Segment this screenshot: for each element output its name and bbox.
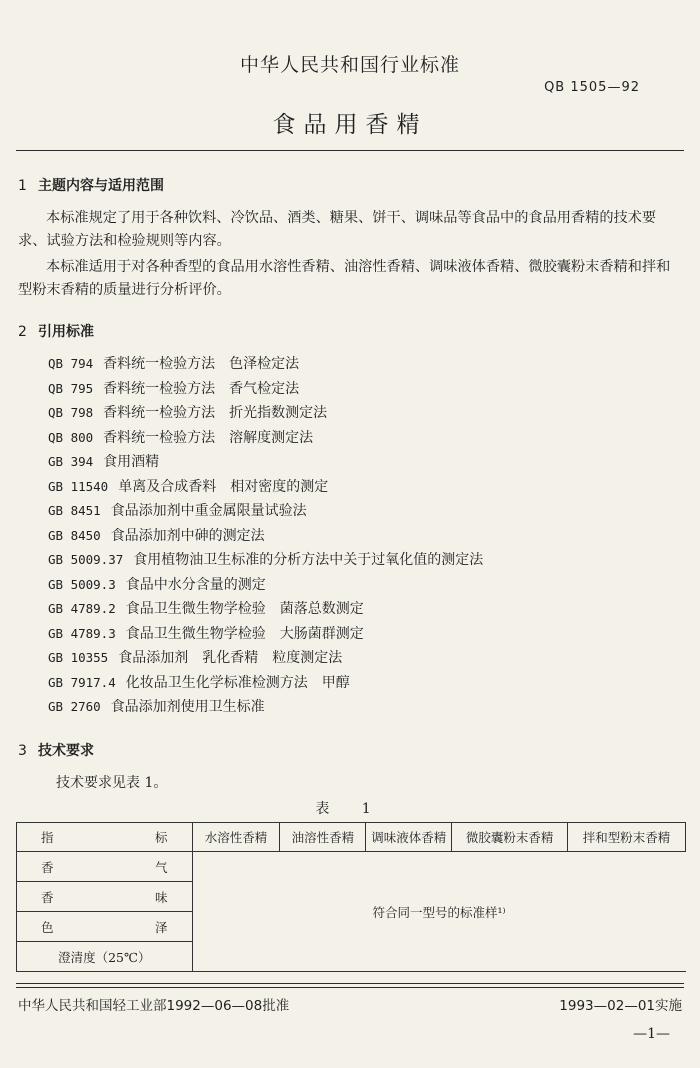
section-1-title: 主题内容与适用范围 [38, 178, 164, 194]
issuing-org: 中华人民共和国行业标准 [239, 54, 460, 76]
effective-date: 1993—02—01实施 [559, 998, 682, 1014]
reference-item [48, 597, 483, 622]
reference-item [48, 450, 483, 475]
section-2-title: 引用标准 [38, 324, 94, 340]
reference-item [48, 548, 483, 573]
section-3-heading [18, 740, 94, 760]
reference-item [48, 499, 483, 524]
reference-code: GB 394 [48, 454, 94, 469]
table-row [17, 852, 686, 882]
reference-title: 香料统一检验方法 色泽检定法 [103, 356, 300, 372]
indicator-cell [17, 852, 193, 882]
section-1-number: 1 [18, 178, 27, 194]
section-3-text: 技术要求见表 1。 [56, 775, 168, 791]
table-header-row [17, 823, 686, 852]
indicator-char-2: 味 [155, 889, 168, 905]
reference-code: GB 4789.2 [48, 601, 116, 616]
reference-title: 食品添加剂中砷的测定法 [110, 527, 265, 544]
reference-code: GB 5009.3 [48, 576, 116, 592]
table-caption: 表 1 [315, 801, 385, 817]
header-indicator-cell [17, 823, 193, 852]
indicator-char-1: 香 [41, 859, 54, 875]
header-column: 水溶性香精 [192, 823, 280, 852]
header-column: 拌和型粉末香精 [568, 823, 686, 852]
reference-title: 食品添加剂 乳化香精 粒度测定法 [118, 650, 343, 666]
section-2-heading [18, 321, 94, 341]
reference-code: GB 11540 [48, 478, 109, 494]
header-rule [16, 150, 684, 151]
reference-item [48, 352, 483, 377]
reference-title: 单离及合成香料 相对密度的测定 [118, 478, 329, 495]
reference-title: 食品中水分含量的测定 [125, 576, 266, 593]
reference-code: QB 798 [48, 405, 94, 420]
reference-title: 香料统一检验方法 溶解度测定法 [103, 429, 314, 446]
section-1-heading [18, 175, 164, 195]
reference-title: 化妆品卫生化学标准检测方法 甲醇 [125, 674, 350, 691]
reference-item [48, 401, 483, 426]
reference-code: GB 5009.37 [48, 552, 124, 567]
indicator-char-2: 泽 [155, 919, 168, 935]
reference-code: GB 10355 [48, 650, 109, 665]
reference-item [48, 573, 483, 598]
reference-code: GB 8450 [48, 527, 101, 543]
reference-item [48, 646, 483, 671]
reference-item [48, 695, 483, 720]
reference-title: 食品卫生微生物学检验 大肠菌群测定 [125, 625, 364, 642]
requirements-table [16, 822, 686, 972]
reference-title: 食品卫生微生物学检验 菌落总数测定 [125, 601, 364, 617]
reference-item [48, 377, 483, 402]
document-title: 食品用香精 [272, 112, 428, 138]
reference-item [48, 475, 483, 500]
reference-title: 食用植物油卫生标准的分析方法中关于过氧化值的测定法 [133, 552, 484, 568]
indicator-char-2: 气 [155, 859, 168, 875]
reference-title: 食用酒精 [103, 454, 160, 470]
header-column: 油溶性香精 [280, 823, 366, 852]
reference-item [48, 426, 483, 451]
indicator-char-1: 色 [41, 919, 54, 935]
section-1-paragraph-2: 本标准适用于对各种香型的食品用水溶性香精、油溶性香精、调味液体香精、微胶囊粉末香精和拌和型粉末香精的质量进行分析评价。 [18, 259, 671, 298]
indicator-cell [17, 882, 193, 912]
approval-note: 中华人民共和国轻工业部1992—06—08批准 [18, 998, 290, 1014]
header-indicator-char-2: 标 [155, 830, 168, 845]
indicator-cell-clarity: 澄清度（25℃） [17, 942, 193, 972]
reference-code: GB 8451 [48, 503, 101, 518]
reference-code: QB 795 [48, 380, 94, 396]
section-2-number: 2 [18, 324, 27, 340]
section-1-paragraph-1: 本标准规定了用于各种饮料、冷饮品、酒类、糖果、饼干、调味品等食品中的食品用香精的技术要求、试验方法和检验规则等内容。 [18, 210, 657, 249]
reference-title: 食品添加剂中重金属限量试验法 [110, 503, 307, 519]
reference-code: GB 7917.4 [48, 674, 116, 690]
reference-title: 香料统一检验方法 折光指数测定法 [103, 405, 328, 421]
section-3-title: 技术要求 [38, 743, 94, 759]
reference-item [48, 524, 483, 549]
reference-code: QB 794 [48, 356, 94, 371]
page-number: —1— [633, 1026, 670, 1042]
reference-code: GB 2760 [48, 699, 101, 714]
indicator-char-1: 香 [41, 889, 54, 905]
reference-list [48, 352, 483, 720]
reference-code: QB 800 [48, 429, 94, 445]
header-column: 调味液体香精 [366, 823, 452, 852]
merged-requirement-cell: 符合同一型号的标准样¹⁾ [192, 852, 685, 972]
header-column: 微胶囊粉末香精 [452, 823, 568, 852]
reference-item [48, 671, 483, 696]
indicator-cell [17, 912, 193, 942]
header-indicator-char-1: 指 [41, 830, 54, 845]
section-3-number: 3 [18, 743, 27, 759]
reference-title: 食品添加剂使用卫生标准 [110, 699, 265, 715]
footer-rule-thin [16, 987, 684, 988]
reference-code: GB 4789.3 [48, 625, 116, 641]
standard-code: QB 1505—92 [544, 80, 640, 95]
reference-title: 香料统一检验方法 香气检定法 [103, 380, 300, 397]
reference-item [48, 622, 483, 647]
footer-rule [16, 983, 684, 984]
